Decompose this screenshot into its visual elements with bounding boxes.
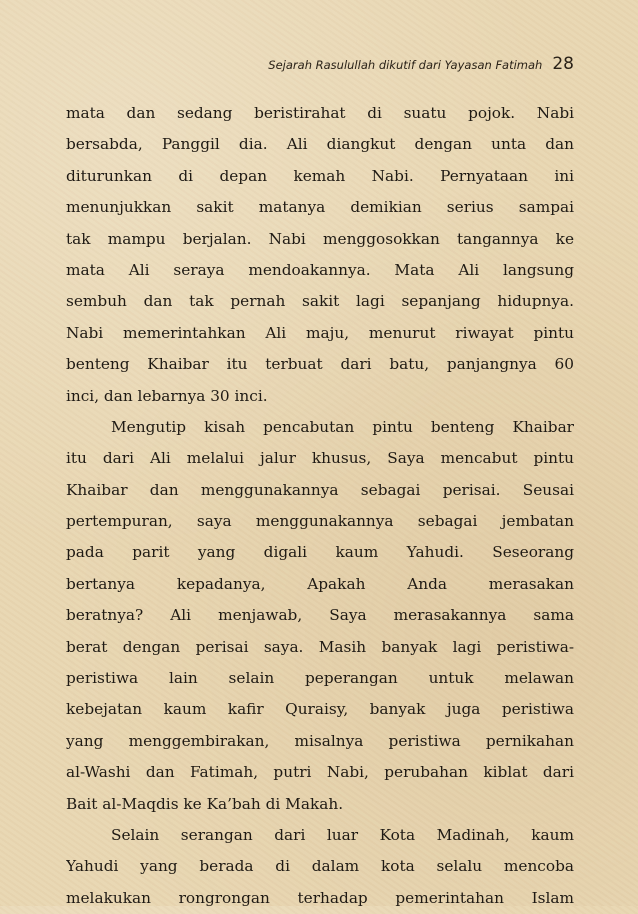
text-line: Bait al-Maqdis ke Ka’bah di Makah.: [66, 794, 344, 813]
text-line: inci, dan lebarnya 30 inci.: [66, 386, 268, 405]
text-line: peristiwa lain selain peperangan untuk melawan: [66, 669, 574, 688]
text-line: Khaibar dan menggunakannya sebagai perisai. Seusai: [66, 480, 574, 499]
text-line: al-Washi dan Fatimah, putri Nabi, perubahan kiblat dari: [66, 763, 574, 782]
text-line: berat dengan perisai saya. Masih banyak lagi peristiwa-: [66, 637, 574, 656]
text-line: benteng Khaibar itu terbuat dari batu, panjangnya 60: [66, 355, 574, 374]
text-line: Mengutip kisah pencabutan pintu benteng Khaibar: [111, 417, 574, 436]
header-title: Sejarah Rasulullah dikutif dari Yayasan Fatimah: [268, 58, 543, 72]
text-line: beratnya? Ali menjawab, Saya merasakannya sama: [66, 606, 574, 625]
text-line: sembuh dan tak pernah sakit lagi sepanjang hidupnya.: [66, 292, 574, 311]
text-line: mata dan sedang beristirahat di suatu pojok. Nabi: [66, 104, 574, 122]
text-line: bertanya kepadanya, Apakah Anda merasakan: [66, 574, 574, 593]
text-line: diturunkan di depan kemah Nabi. Pernyataan ini: [66, 166, 574, 185]
text-line: itu dari Ali melalui jalur khusus, Saya mencabut pintu: [66, 449, 574, 468]
text-line: menunjukkan sakit matanya demikian serius sampai: [66, 198, 574, 217]
text-line: melakukan rongrongan terhadap pemerintahan Islam: [66, 888, 574, 907]
body-text: [66, 98, 574, 914]
text-line: mata Ali seraya mendoakannya. Mata Ali langsung: [66, 260, 574, 279]
text-line: bersabda, Panggil dia. Ali diangkut dengan unta dan: [66, 135, 574, 154]
text-line: Selain serangan dari luar Kota Madinah, kaum: [111, 825, 574, 844]
running-header: [66, 54, 574, 74]
text-line: pertempuran, saya menggunakannya sebagai jembatan: [66, 512, 574, 531]
text-line: Yahudi yang berada di dalam kota selalu mencoba: [66, 857, 574, 876]
text-line: pada parit yang digali kaum Yahudi. Seseorang: [66, 543, 574, 562]
text-line: Nabi memerintahkan Ali maju, menurut riwayat pintu: [66, 323, 574, 342]
page-number: 28: [552, 54, 574, 74]
text-line: yang menggembirakan, misalnya peristiwa pernikahan: [66, 731, 574, 750]
text-line: kebejatan kaum kafir Quraisy, banyak juga peristiwa: [66, 700, 574, 719]
text-line: tak mampu berjalan. Nabi menggosokkan tangannya ke: [66, 229, 574, 248]
